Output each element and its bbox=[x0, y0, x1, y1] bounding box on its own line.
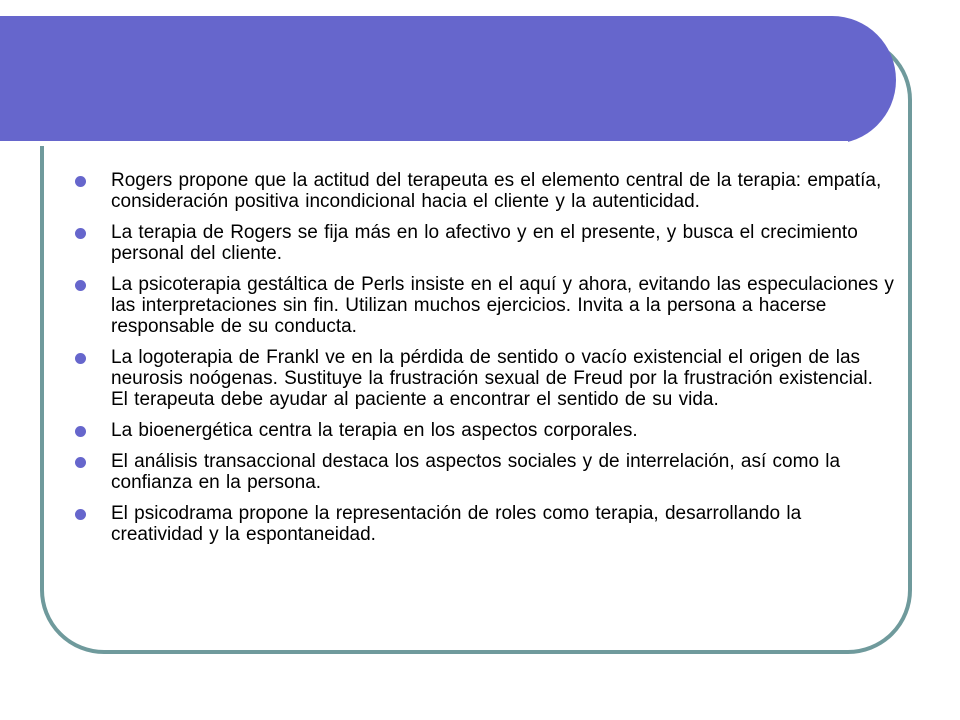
bullet-dot-icon bbox=[75, 457, 86, 468]
bullet-dot-icon bbox=[75, 426, 86, 437]
bullet-text: La bioenergética centra la terapia en los aspectos corporales. bbox=[111, 420, 638, 441]
bullet-item-transaccional bbox=[75, 451, 895, 493]
bullet-dot-icon bbox=[75, 353, 86, 364]
bullet-text: El análisis transaccional destaca los aspectos sociales y de interrelación, así como la confianza en la persona. bbox=[111, 451, 841, 493]
bullet-item-bioenergetica bbox=[75, 420, 895, 441]
bullet-text: La terapia de Rogers se fija más en lo afectivo y en el presente, y busca el crecimiento personal del cliente. bbox=[111, 222, 858, 264]
title-underline bbox=[0, 141, 848, 146]
bullet-list bbox=[75, 170, 895, 555]
bullet-dot-icon bbox=[75, 280, 86, 291]
bullet-text: El psicodrama propone la representación de roles como terapia, desarrollando la creatividad y la espontaneidad. bbox=[111, 503, 802, 545]
bullet-item-logoterapia bbox=[75, 347, 895, 410]
bullet-item-gestalt bbox=[75, 274, 895, 337]
title-band bbox=[0, 16, 896, 144]
bullet-dot-icon bbox=[75, 176, 86, 187]
bullet-dot-icon bbox=[75, 228, 86, 239]
bullet-dot-icon bbox=[75, 509, 86, 520]
bullet-text: La psicoterapia gestáltica de Perls insiste en el aquí y ahora, evitando las especulaciones y las interpretaciones sin fin. Utilizan muchos ejercicios. Invita a la persona a hacerse responsable de su conducta. bbox=[111, 274, 894, 337]
bullet-item-rogers-afectivo bbox=[75, 222, 895, 264]
bullet-text: Rogers propone que la actitud del terapeuta es el elemento central de la terapia: empatía, consideración positiva incondicional hacia el cliente y la autenticidad. bbox=[111, 170, 882, 212]
bullet-text: La logoterapia de Frankl ve en la pérdida de sentido o vacío existencial el origen de las neurosis noógenas. Sustituye la frustración sexual de Freud por la frustración existencial. El terapeuta debe ayudar al paciente a encontrar el sentido de su vida. bbox=[111, 347, 873, 410]
bullet-item-rogers-actitud bbox=[75, 170, 895, 212]
bullet-item-psicodrama bbox=[75, 503, 895, 545]
